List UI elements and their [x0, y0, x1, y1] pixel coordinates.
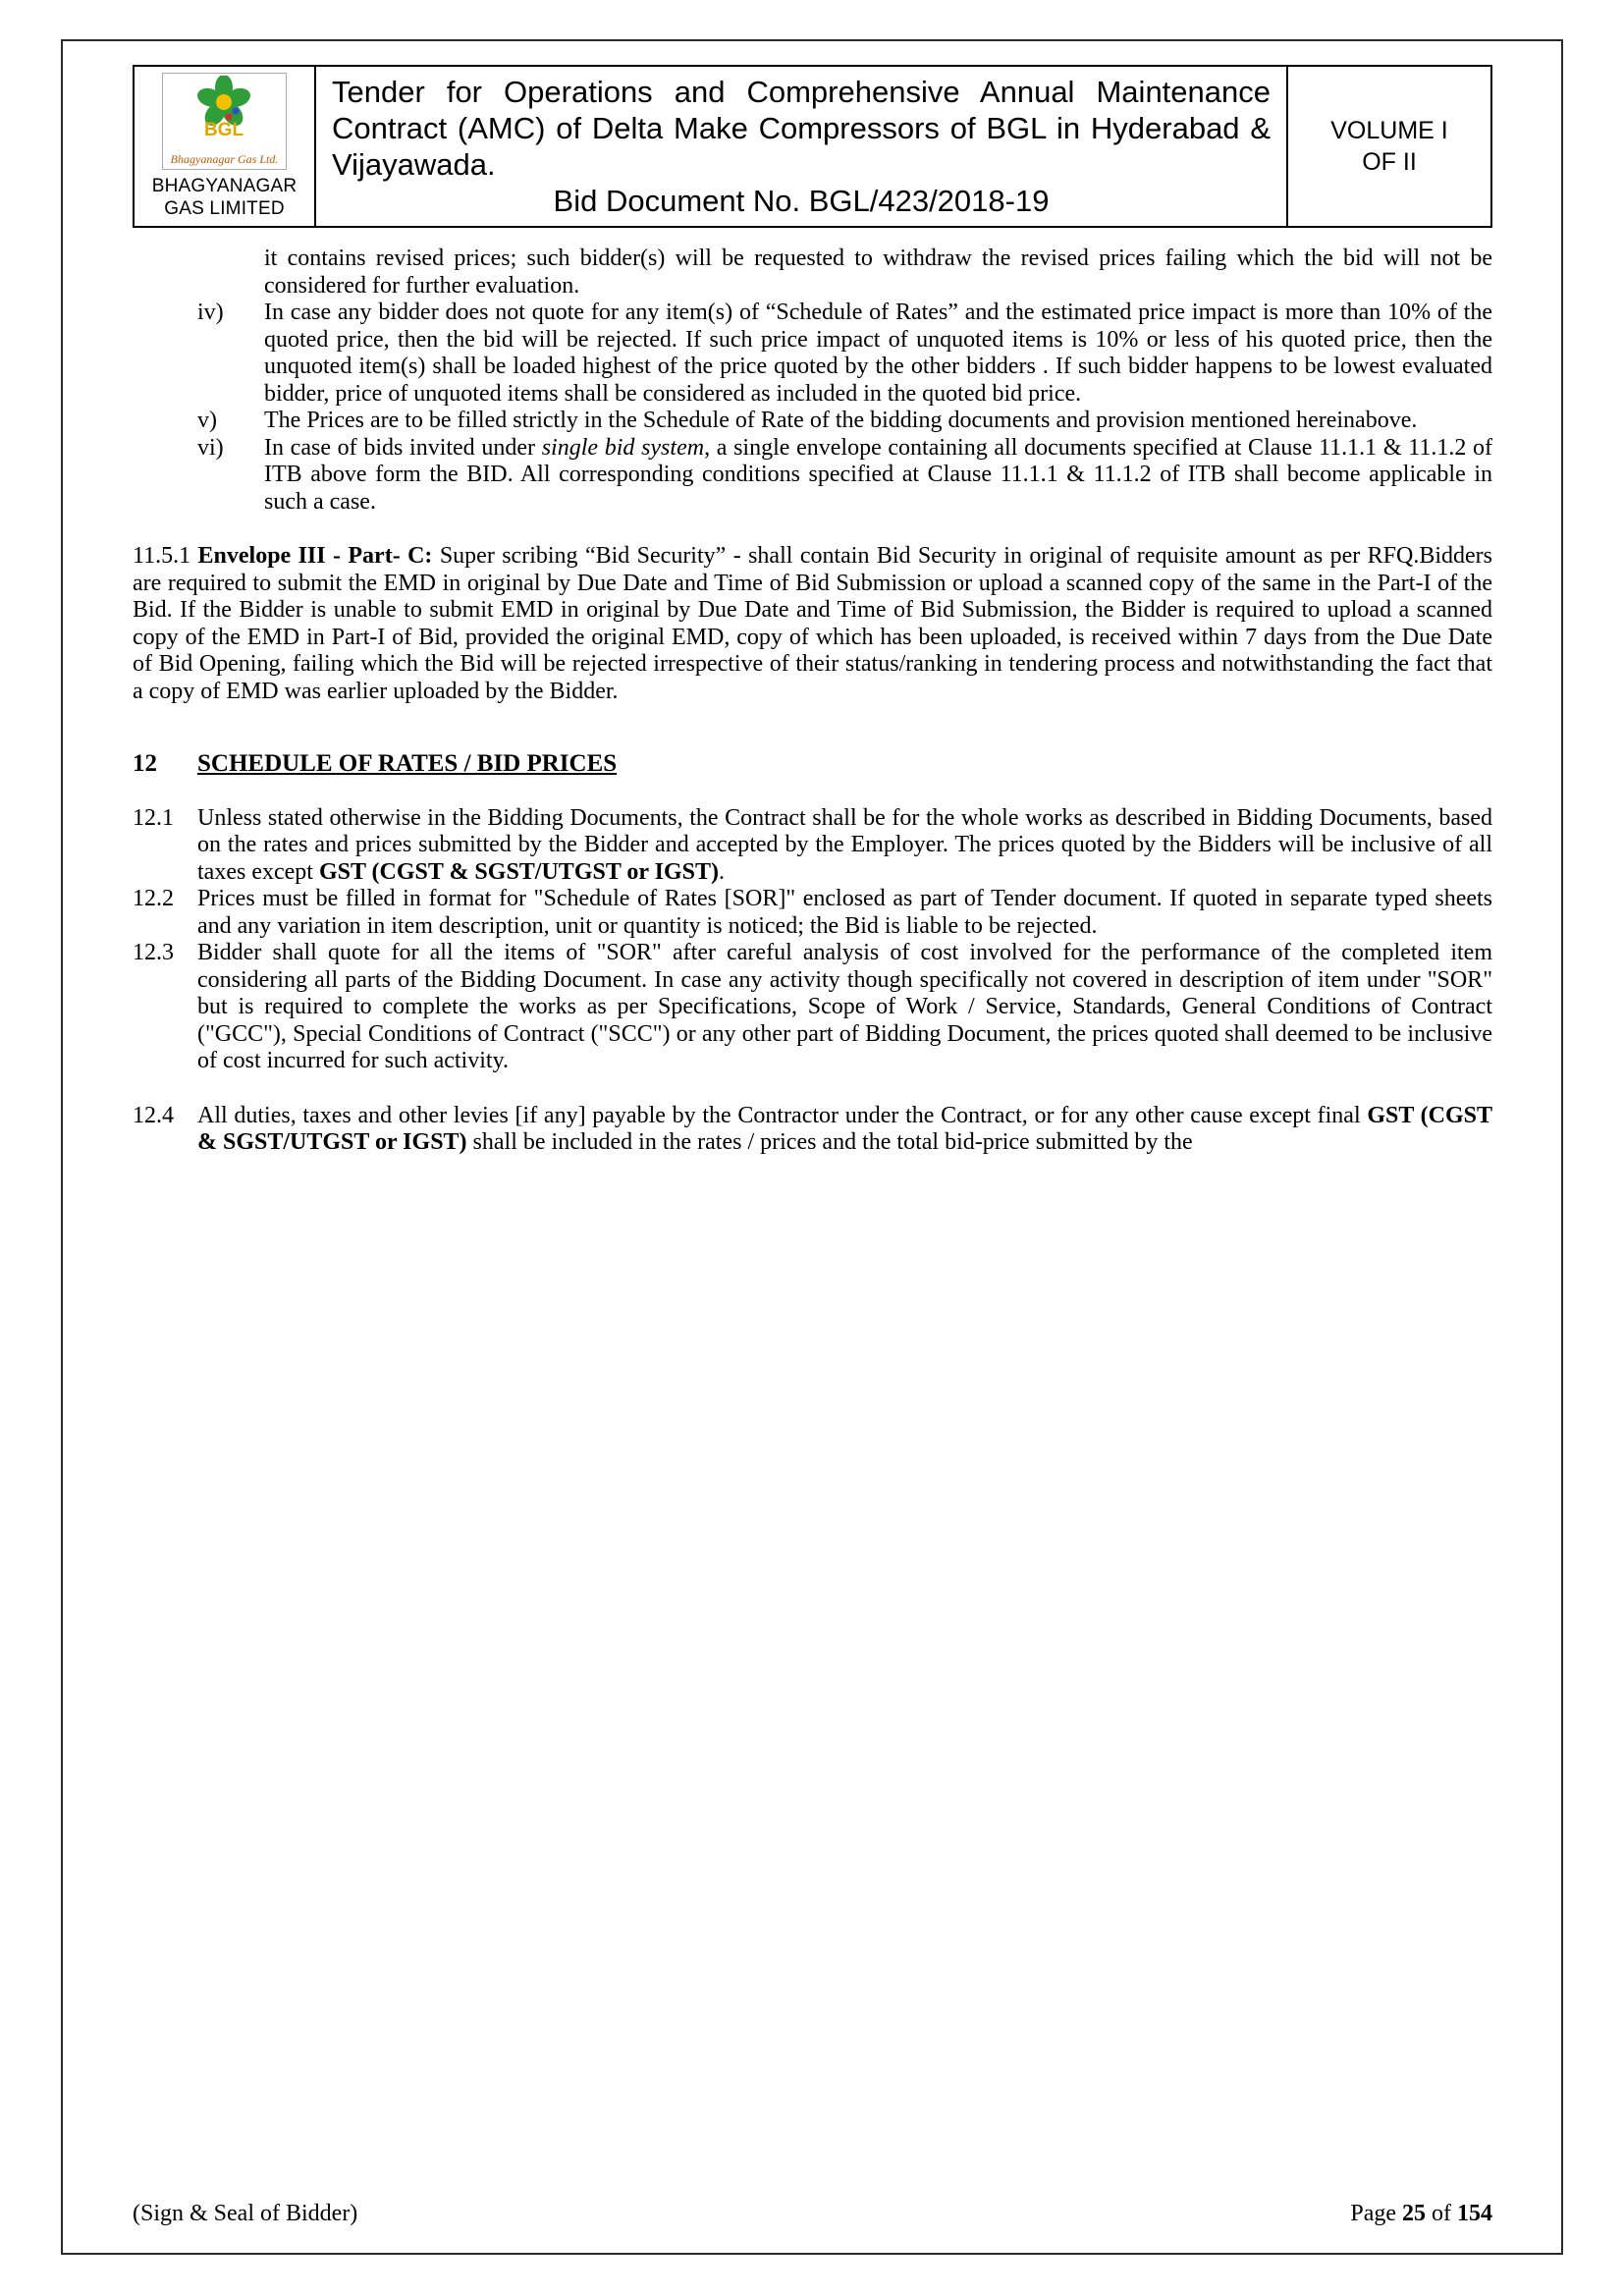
header-logo-cell [134, 66, 315, 227]
volume-line-2: OF II [1362, 148, 1417, 176]
list-item-iv [133, 300, 1492, 408]
clause-12-3 [133, 940, 1492, 1075]
clause-number: 12.2 [133, 886, 174, 911]
document-body [133, 246, 1492, 1157]
list-marker: v) [197, 408, 217, 433]
clause-11-5-1 [133, 543, 1492, 705]
clause-12-4 [133, 1103, 1492, 1157]
clause-number: 12.1 [133, 804, 174, 831]
section-title: SCHEDULE OF RATES / BID PRICES [197, 750, 618, 777]
document-title: Tender for Operations and Comprehensive Annual Maintenance Contract (AMC) of Delta Make Compressors of BGL in Hyderabad & Vijayawada. [332, 75, 1271, 182]
list-item-vi [133, 435, 1492, 517]
paragraph-text: 11.5.1 Envelope III - Part- C: Super scribing “Bid Security” - shall contain Bid Security in original of requisite amount as per RFQ.Bidders are required to submit the EMD in original by Due Date and Time of Bid Submission or upload a scanned copy of the same in the Part-I of the Bid. If the Bidder is unable to submit EMD in original by Due Date and Time of Bid Submission, the Bidder is required to upload a scanned copy of the EMD in Part-I of Bid, provided the original EMD, copy of which has been uploaded, is received within 7 days from the Due Date of Bid Opening, failing which the Bid will be rejected irrespective of their status/ranking in tendering process and notwithstanding the fact that a copy of EMD was earlier uploaded by the Bidder. [133, 543, 1493, 704]
paragraph-text: it contains revised prices; such bidder(s) will be requested to withdraw the revised prices failing which the bid will not be considered for further evaluation. [264, 246, 1492, 299]
clause-12-2 [133, 886, 1492, 940]
sign-seal-label: (Sign & Seal of Bidder) [133, 2201, 358, 2226]
company-name: BHAGYANAGAR GAS LIMITED [151, 176, 298, 219]
section-number: 12 [133, 750, 157, 777]
logo-subtext: Bhagyanagar Gas Ltd. [170, 152, 279, 166]
paragraph-text: In case of bids invited under single bid system, a single envelope containing all documents specified at Clause 11.1.1 & 11.1.2 of ITB above form the BID. All corresponding conditions specified at Clause 11.1.1 & 11.1.2 of ITB shall become applicable in such a case. [264, 434, 1492, 515]
bgl-logo-icon [173, 76, 275, 148]
clause-number: 12.3 [133, 940, 174, 965]
header-title-cell [315, 66, 1287, 227]
paragraph-text: The Prices are to be filled strictly in the Schedule of Rate of the bidding documents and provision mentioned hereinabove. [264, 408, 1418, 433]
paragraph-text: Prices must be filled in format for "Schedule of Rates [SOR]" enclosed as part of Tender document. If quoted in separate typed sheets and any variation in item description, unit or quantity is noticed; the Bid is liable to be rejected. [197, 886, 1492, 939]
clause-12-1 [133, 805, 1492, 887]
section-12-heading [133, 750, 1492, 778]
document-header-table [133, 65, 1492, 228]
list-marker: vi) [197, 434, 224, 461]
clause-number: 12.4 [133, 1102, 174, 1128]
page-border-frame [61, 39, 1563, 2255]
bid-document-number: Bid Document No. BGL/423/2018-19 [553, 184, 1050, 218]
page-footer [133, 2201, 1492, 2227]
paragraph-text: All duties, taxes and other levies [if any] payable by the Contractor under the Contract, or for any other cause except final GST (CGST & SGST/UTGST or IGST) shall be included in the rates / prices and the total bid-price submitted by the [197, 1102, 1493, 1155]
volume-line-1: VOLUME I [1330, 117, 1448, 144]
list-marker: iv) [197, 300, 224, 325]
list-item-v [133, 408, 1492, 435]
paragraph-text: In case any bidder does not quote for any item(s) of “Schedule of Rates” and the estimated price impact is more than 10% of the quoted price, then the bid will be rejected. If such price impact of unquoted items is 10% or less of his quoted price, then the unquoted item(s) shall be loaded highest of the price quoted by the other bidders . If such bidder happens to be lowest evaluated bidder, price of unquoted items shall be considered as included in the quoted bid price. [264, 300, 1492, 407]
paragraph-text: Unless stated otherwise in the Bidding Documents, the Contract shall be for the whole works as described in Bidding Documents, based on the rates and prices submitted by the Bidder and accepted by the Employer. The prices quoted by the Bidders will be inclusive of all taxes except GST (CGST & SGST/UTGST or IGST). [197, 804, 1492, 885]
paragraph-text: Bidder shall quote for all the items of "SOR" after careful analysis of cost involved for the performance of the completed item considering all parts of the Bidding Document. In case any activity though specifically not covered in description of item under "SOR" but is required to complete the works as per Specifications, Scope of Work / Service, Standards, General Conditions of Contract ("GCC"), Special Conditions of Contract ("SCC") or any other part of Bidding Document, the prices quoted shall deemed to be inclusive of cost incurred for such activity. [197, 940, 1492, 1073]
company-logo [162, 73, 288, 170]
list-item-continuation [133, 246, 1492, 300]
header-volume-cell [1287, 66, 1491, 227]
page-number: Page 25 of 154 [1350, 2201, 1492, 2226]
logo-acronym-text: BGL [204, 120, 244, 140]
